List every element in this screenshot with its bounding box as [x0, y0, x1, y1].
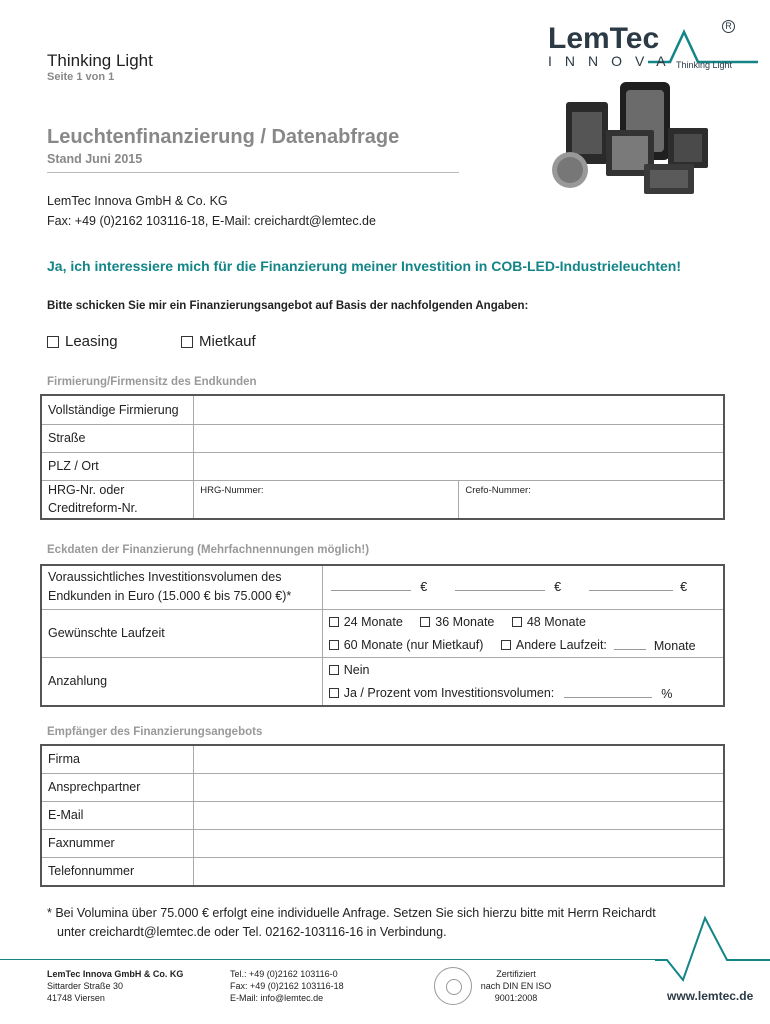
- footer-cert2: nach DIN EN ISO: [480, 981, 552, 991]
- logo-tagline: Thinking Light: [676, 60, 733, 70]
- fax-input[interactable]: [194, 829, 724, 857]
- volume-label-line1: Voraussichtliches Investitionsvolumen des: [48, 570, 282, 585]
- hrg-label-line2: Creditreform-Nr.: [48, 501, 138, 516]
- footer-contact: [230, 968, 344, 1004]
- down-no-label: Nein: [343, 662, 370, 677]
- footnote-line2: unter creichardt@lemtec.de oder Tel. 02162-103116-16 in Verbindung.: [57, 925, 447, 939]
- leasing-checkbox[interactable]: [47, 336, 59, 348]
- term-other-label: Andere Laufzeit:: [515, 637, 607, 652]
- term-24-label: 24 Monate: [343, 614, 403, 629]
- website-link[interactable]: www.lemtec.de: [667, 989, 754, 1003]
- footer-wave-icon: [655, 914, 770, 984]
- term-36-label: 36 Monate: [435, 614, 495, 629]
- row-label-plz: PLZ / Ort: [41, 452, 194, 480]
- strasse-input[interactable]: [194, 424, 724, 452]
- footer-certification: [480, 968, 552, 1004]
- document-date: Stand Juni 2015: [47, 152, 143, 166]
- term-other-checkbox[interactable]: [501, 640, 511, 650]
- currency-2: €: [554, 580, 562, 595]
- volume-input-2[interactable]: [455, 580, 545, 591]
- currency-3: €: [680, 580, 688, 595]
- term-48-checkbox[interactable]: [512, 617, 522, 627]
- term-60-checkbox[interactable]: [329, 640, 339, 650]
- volume-inputs: [322, 565, 724, 609]
- row-label-telefon: Telefonnummer: [41, 857, 194, 886]
- volume-input-3[interactable]: [589, 580, 673, 591]
- footer-cert1: Zertifiziert: [496, 969, 536, 979]
- row-label-email: E-Mail: [41, 801, 194, 829]
- down-percent-input[interactable]: [564, 687, 652, 698]
- headline: Ja, ich interessiere mich für die Finanzierung meiner Investition in COB-LED-Industrieleuchten!: [47, 258, 682, 274]
- header-tagline: Thinking Light: [47, 51, 153, 70]
- row-label-fax: Faxnummer: [41, 829, 194, 857]
- term-48-option[interactable]: [512, 611, 586, 633]
- firma-input[interactable]: [194, 745, 724, 773]
- section-company-title: Firmierung/Firmensitz des Endkunden: [47, 376, 257, 388]
- term-other-unit: Monate: [653, 638, 696, 653]
- down-yes-checkbox[interactable]: [329, 688, 339, 698]
- crefo-input[interactable]: Crefo-Nummer:: [459, 480, 724, 519]
- currency-1: €: [420, 580, 428, 595]
- percent-sign: %: [661, 686, 673, 701]
- option-mietkauf[interactable]: [181, 333, 256, 350]
- telefon-input[interactable]: [194, 857, 724, 886]
- row-label-hrg: [41, 480, 194, 519]
- hrg-input[interactable]: HRG-Nummer:: [194, 480, 459, 519]
- certification-seal-icon: [434, 967, 472, 1005]
- section-finance-title: Eckdaten der Finanzierung (Mehrfachnennungen möglich!): [47, 544, 370, 556]
- footer-street: Sittarder Straße 30: [47, 981, 124, 991]
- footer-cert3: 9001:2008: [494, 993, 538, 1003]
- ansprechpartner-input[interactable]: [194, 773, 724, 801]
- product-image: [548, 78, 716, 196]
- term-60-option[interactable]: [329, 634, 484, 656]
- row-label-strasse: Straße: [41, 424, 194, 452]
- company-contact: Fax: +49 (0)2162 103116-18, E-Mail: creichardt@lemtec.de: [47, 214, 376, 228]
- firmierung-input[interactable]: [194, 395, 724, 424]
- term-label: Gewünschte Laufzeit: [41, 609, 322, 657]
- plz-input[interactable]: [194, 452, 724, 480]
- mietkauf-label: Mietkauf: [199, 333, 256, 350]
- row-label-ansprechpartner: Ansprechpartner: [41, 773, 194, 801]
- document-title: Leuchtenfinanzierung / Datenabfrage: [47, 126, 400, 148]
- volume-label-line2: Endkunden in Euro (15.000 € bis 75.000 €)*: [48, 589, 292, 604]
- footer-tel: Tel.: +49 (0)2162 103116-0: [230, 969, 338, 979]
- footer-fax: Fax: +49 (0)2162 103116-18: [230, 981, 344, 991]
- down-yes-option[interactable]: [329, 682, 555, 704]
- option-leasing[interactable]: [47, 333, 118, 350]
- mietkauf-checkbox[interactable]: [181, 336, 193, 348]
- down-no-option[interactable]: [329, 659, 370, 681]
- hrg-label-line1: HRG-Nr. oder: [48, 483, 125, 498]
- recipient-table: [40, 744, 725, 887]
- row-label-firmierung: Vollständige Firmierung: [41, 395, 194, 424]
- company-name: LemTec Innova GmbH & Co. KG: [47, 194, 228, 208]
- down-payment-label: Anzahlung: [41, 657, 322, 706]
- row-label-firma: Firma: [41, 745, 194, 773]
- term-48-label: 48 Monate: [526, 614, 586, 629]
- volume-label: [41, 565, 322, 609]
- down-payment-options: [322, 657, 724, 706]
- footer-address: [47, 968, 183, 1004]
- company-table: [40, 394, 725, 520]
- term-36-checkbox[interactable]: [420, 617, 430, 627]
- logo-wordmark: LemTec: [548, 22, 660, 55]
- footnote: [47, 904, 656, 942]
- footnote-line1: * Bei Volumina über 75.000 € erfolgt eine individuelle Anfrage. Setzen Sie sich hierzu bitte mit Herrn Reichardt: [47, 906, 656, 920]
- term-36-option[interactable]: [420, 611, 494, 633]
- email-input[interactable]: [194, 801, 724, 829]
- logo-subline: INNOVA: [548, 53, 679, 69]
- title-divider: [47, 172, 459, 173]
- volume-input-1[interactable]: [331, 580, 411, 591]
- footer-email: E-Mail: info@lemtec.de: [230, 993, 324, 1003]
- request-text: Bitte schicken Sie mir ein Finanzierungsangebot auf Basis der nachfolgenden Angaben:: [47, 300, 529, 312]
- term-60-label: 60 Monate (nur Mietkauf): [343, 637, 484, 652]
- term-24-checkbox[interactable]: [329, 617, 339, 627]
- page-info: Seite 1 von 1: [47, 71, 115, 83]
- footer-city: 41748 Viersen: [47, 993, 105, 1003]
- term-other-input[interactable]: [614, 639, 646, 650]
- term-24-option[interactable]: [329, 611, 403, 633]
- section-recipient-title: Empfänger des Finanzierungsangebots: [47, 726, 263, 738]
- finance-table: [40, 564, 725, 707]
- down-no-checkbox[interactable]: [329, 665, 339, 675]
- footer-company: LemTec Innova GmbH & Co. KG: [47, 969, 184, 979]
- registered-mark: R: [722, 20, 735, 33]
- down-yes-label: Ja / Prozent vom Investitionsvolumen:: [343, 685, 555, 700]
- term-options: [322, 609, 724, 657]
- term-other-option[interactable]: [501, 634, 607, 656]
- leasing-label: Leasing: [65, 333, 118, 350]
